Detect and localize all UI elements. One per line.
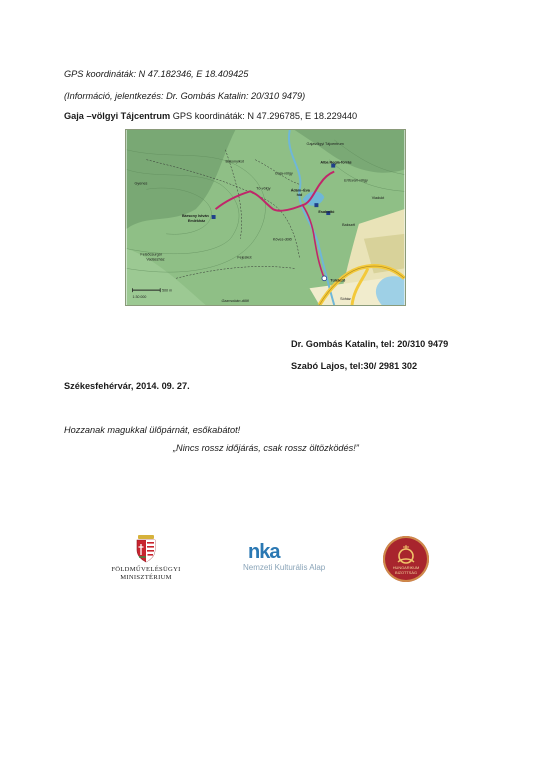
map-label-felso2: Vadászház: [146, 257, 165, 262]
map-label-kovesi: Köves-dűlő: [272, 237, 292, 242]
gps-line: GPS koordináták: N 47.182346, E 18.409425: [64, 69, 249, 79]
nka-logo-mark: nka: [248, 541, 280, 563]
note-line: Hozzanak magukkal ülőpárnát, esőkabátot!: [64, 425, 241, 435]
nka-name: Nemzeti Kulturális Alap: [243, 563, 326, 572]
hungarikum-emblem-icon: [383, 536, 429, 582]
map-label-gyenes: Gyenes: [134, 181, 148, 186]
ministry-name-line1: FÖLDMŰVELÉSÜGYI: [111, 566, 181, 573]
ministry-name: [106, 566, 186, 582]
contact-gombas: Dr. Gombás Katalin, tel: 20/310 9479: [291, 339, 449, 349]
map-label-bakony: Bakonyikút: [225, 159, 244, 164]
map-label-adam1: Ádám–Éva: [290, 188, 310, 193]
map-label-tovolgy: Tó-völgy: [256, 186, 271, 191]
hiking-map: [125, 129, 406, 306]
hungarikum-label-line2: BIZOTTSÁG: [394, 570, 418, 575]
contact-szabo: Szabó Lajos, tel:30/ 2981 302: [291, 361, 418, 371]
map-label-bars1: Bársony István: [181, 214, 209, 219]
hungarikum-logo: [383, 536, 429, 582]
map-label-erosvary: Erősvári-völgy: [344, 178, 368, 183]
hungarikum-label: [383, 565, 429, 575]
ministry-crest-icon: [135, 535, 157, 563]
gaja-line: [64, 111, 357, 122]
date-line: Székesfehérvár, 2014. 09. 27.: [64, 381, 190, 391]
map-label-gajavolgyi: Gajavölgyi Tájcentrum: [306, 141, 344, 146]
map-label-tulo: Túlélező: [330, 278, 346, 283]
gaja-gps: GPS koordináták: N 47.296785, E 18.229440: [170, 111, 358, 121]
info-line: (Információ, jelentkezés: Dr. Gombás Katalin: 20/310 9479): [64, 91, 306, 101]
map-scale-ratio: 1:30 000: [132, 295, 147, 300]
ministry-name-line2: MINISZTÉRIUM: [120, 574, 172, 581]
map-label-esabotto: Esabottó: [318, 210, 335, 215]
map-scale-m: 500 m: [162, 288, 173, 293]
gaja-name: Gaja –völgyi Tájcentrum: [64, 111, 171, 121]
map-marker-bridge: [314, 203, 318, 207]
map-label-bars2: Emlékház: [187, 218, 206, 223]
map-marker-tulo: [322, 276, 327, 281]
map-label-viadukt: Viadukt: [371, 196, 385, 201]
map-label-bakszel: Bakszél: [342, 222, 356, 227]
map-label-sohaz: Sóház: [340, 297, 351, 302]
map-label-footer: Gazcsobán-dűlő: [221, 299, 249, 304]
map-label-alba: Alba Regia-forrás: [320, 160, 352, 165]
map-label-zones: Gaja-völgy: [274, 171, 293, 176]
hungarikum-label-line1: HUNGARIKUM: [392, 565, 420, 570]
map-label-fejeskut: Fejeskút: [237, 255, 252, 260]
map-label-felso1: Felsőcsurgói: [140, 252, 162, 257]
map-marker-emlekhaz: [212, 215, 216, 219]
quote-line: „Nincs rossz időjárás, csak rossz öltözködés!”: [173, 443, 359, 453]
map-label-adam2: híd: [296, 193, 303, 198]
